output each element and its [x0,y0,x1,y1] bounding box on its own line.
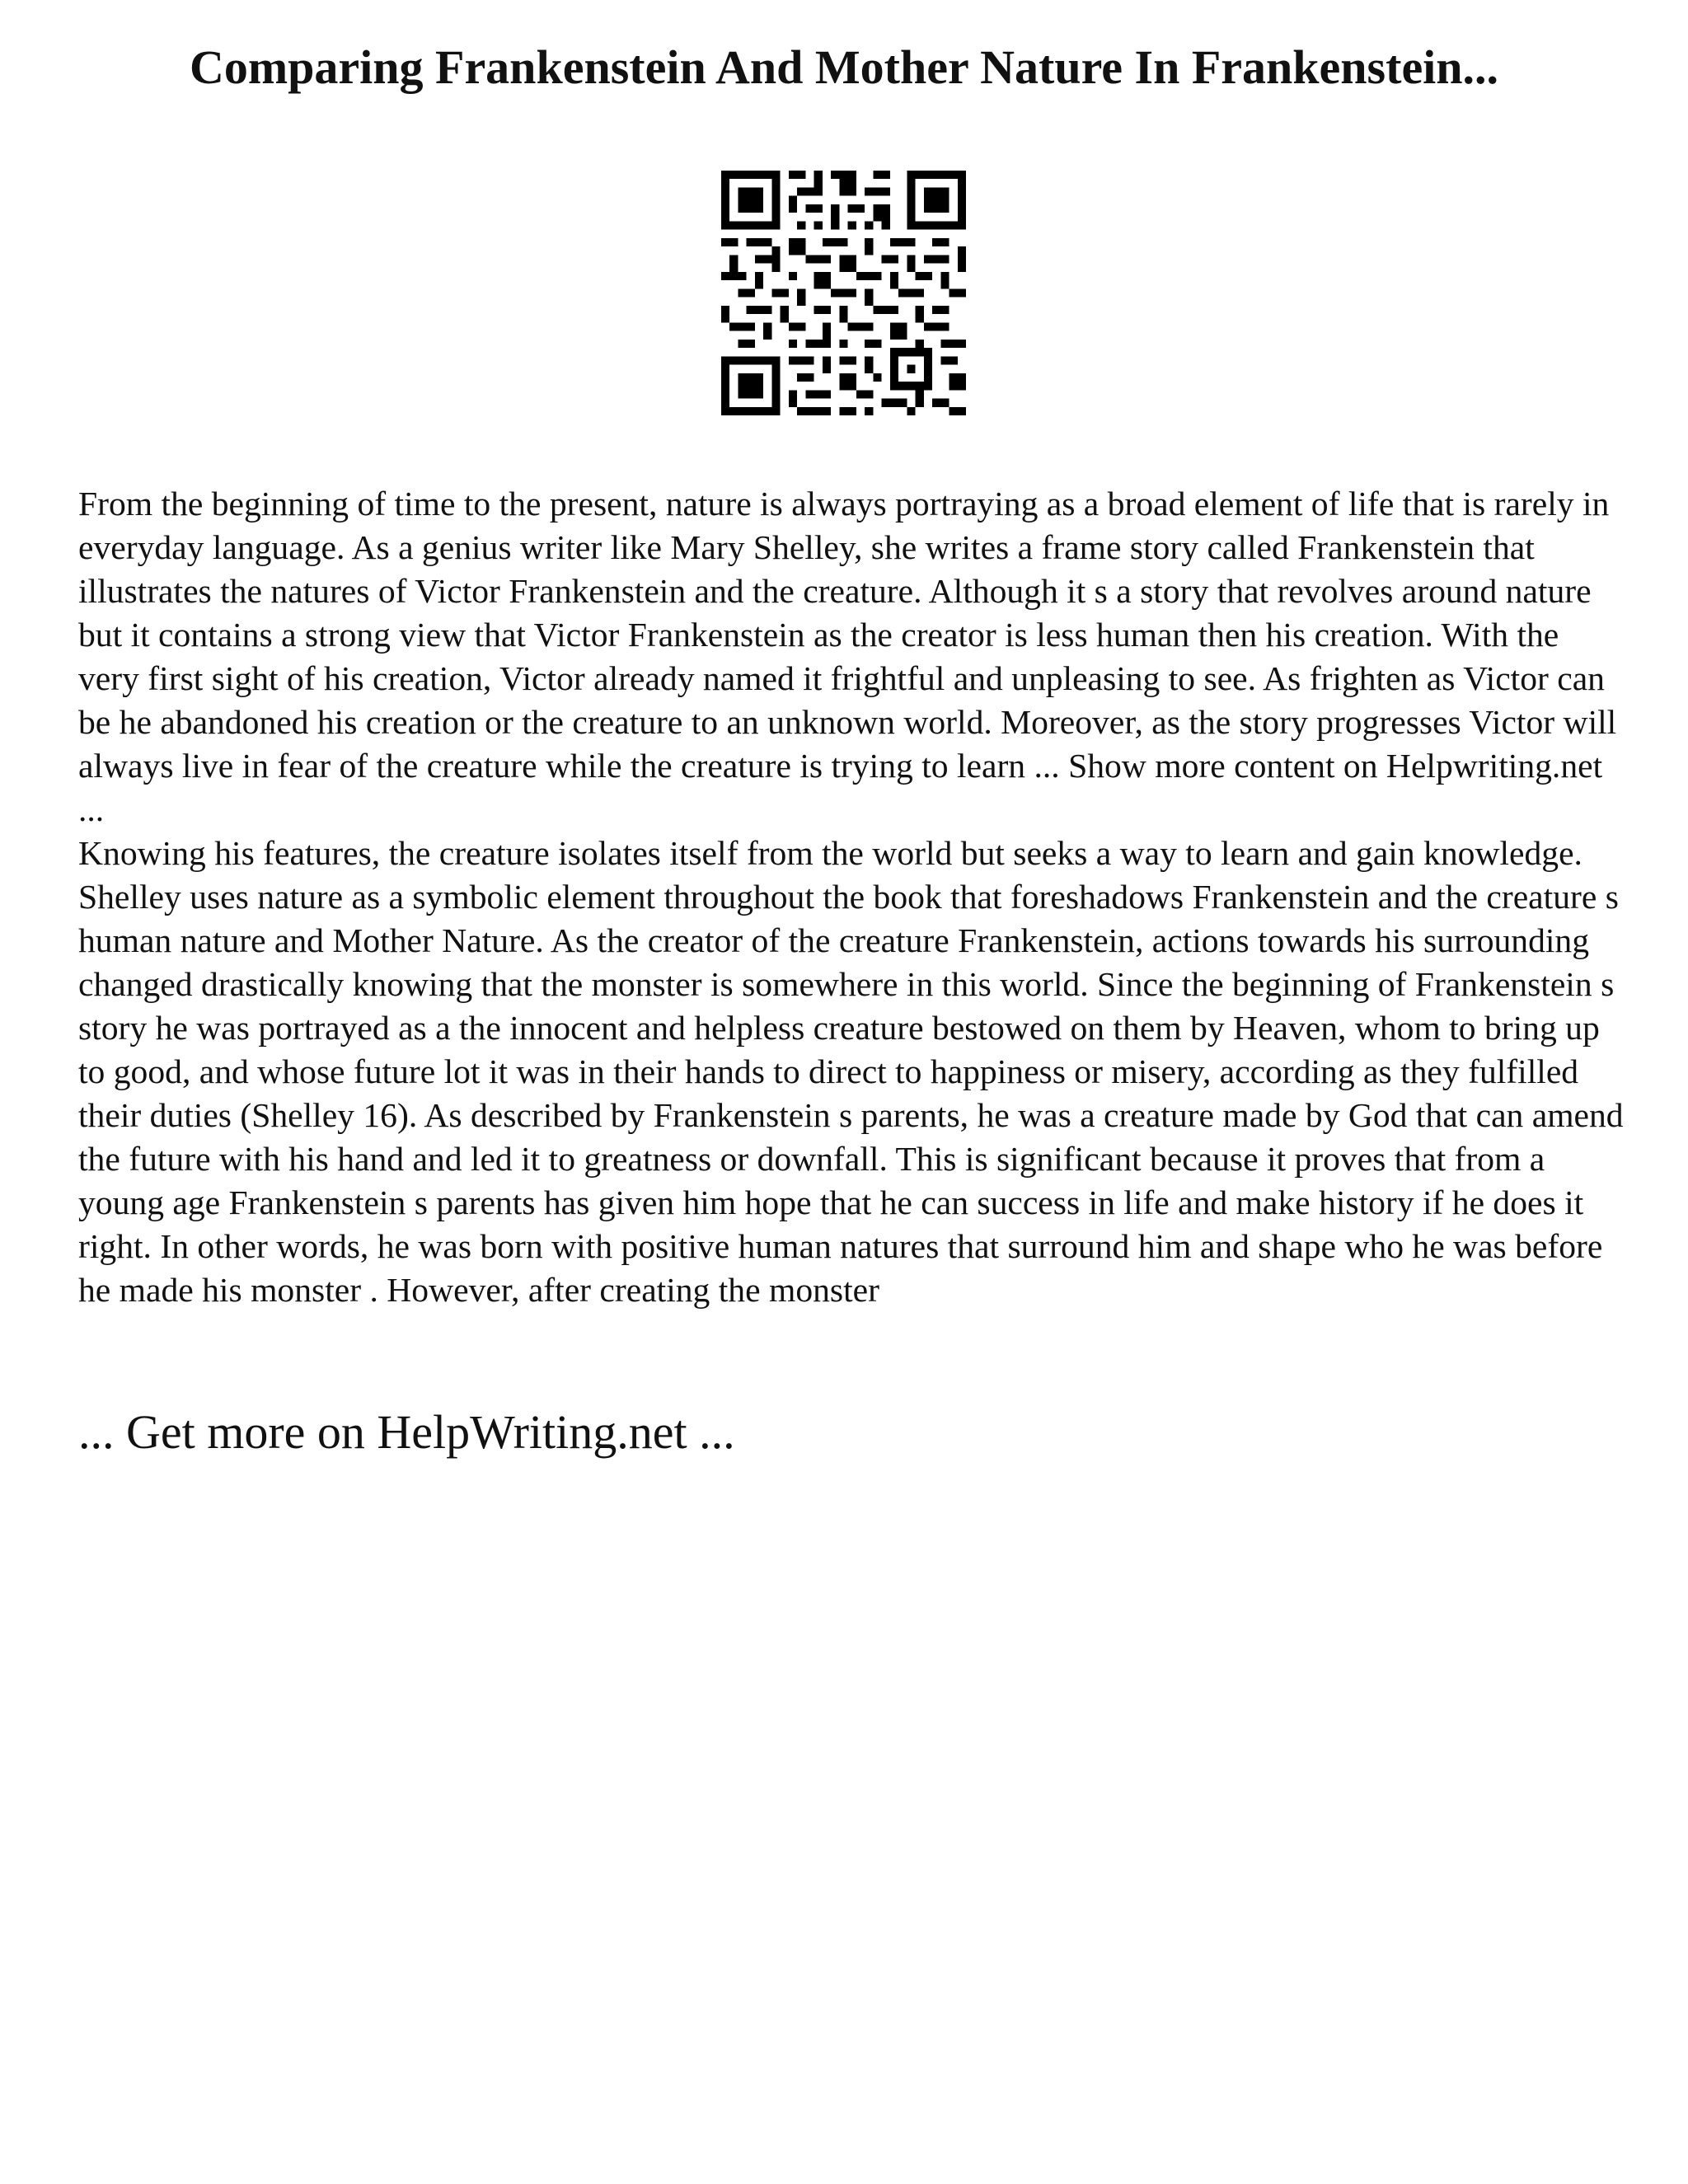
paragraph: Knowing his features, the creature isolates itself from the world but seeks a way to learn and gain knowledge. Shelley uses nature as a symbolic element throughout the book that foreshadows Frankenstein and the creature s human nature and Mother Nature. As the creator of the creature Frankenstein, actions towards his surrounding changed drastically knowing that the monster is somewhere in this world. Since the beginning of Frankenstein s story he was portrayed as a the innocent and helpless creature bestowed on them by Heaven, whom to bring up to good, and whose future lot it was in their hands to direct to happiness or misery, according as they fulfilled their duties (Shelley 16). As described by Frankenstein s parents, he was a creature made by God that can amend the future with his hand and led it to greatness or downfall. This is significant because it proves that from a young age Frankenstein s parents has given him hope that he can success in life and make history if he does it right. In other words, he was born with positive human natures that surround him and shape who he was before he made his monster . However, after creating the monster [78,834,1624,1309]
qr-code-icon [721,171,966,415]
qr-code [721,171,966,415]
get-more-link[interactable]: ... Get more on HelpWriting.net ... [78,1405,735,1459]
article-body [78,482,1628,1312]
paragraph: From the beginning of time to the present, nature is always portraying as a broad element of life that is rarely in everyday language. As a genius writer like Mary Shelley, she writes a frame story called Frankenstein that illustrates the natures of Victor Frankenstein and the creature. Although it s a story that revolves around nature but it contains a strong view that Victor Frankenstein as the creator is less human then his creation. With the very first sight of his creation, Victor already named it frightful and unpleasing to see. As frighten as Victor can be he abandoned his creation or the creature to an unknown world. Moreover, as the story progresses Victor will always live in fear of the creature while the creature is trying to learn ... Show more content on Helpwriting.net ... [78,485,1617,828]
page-title: Comparing Frankenstein And Mother Nature In Frankenstein... [189,40,1499,94]
